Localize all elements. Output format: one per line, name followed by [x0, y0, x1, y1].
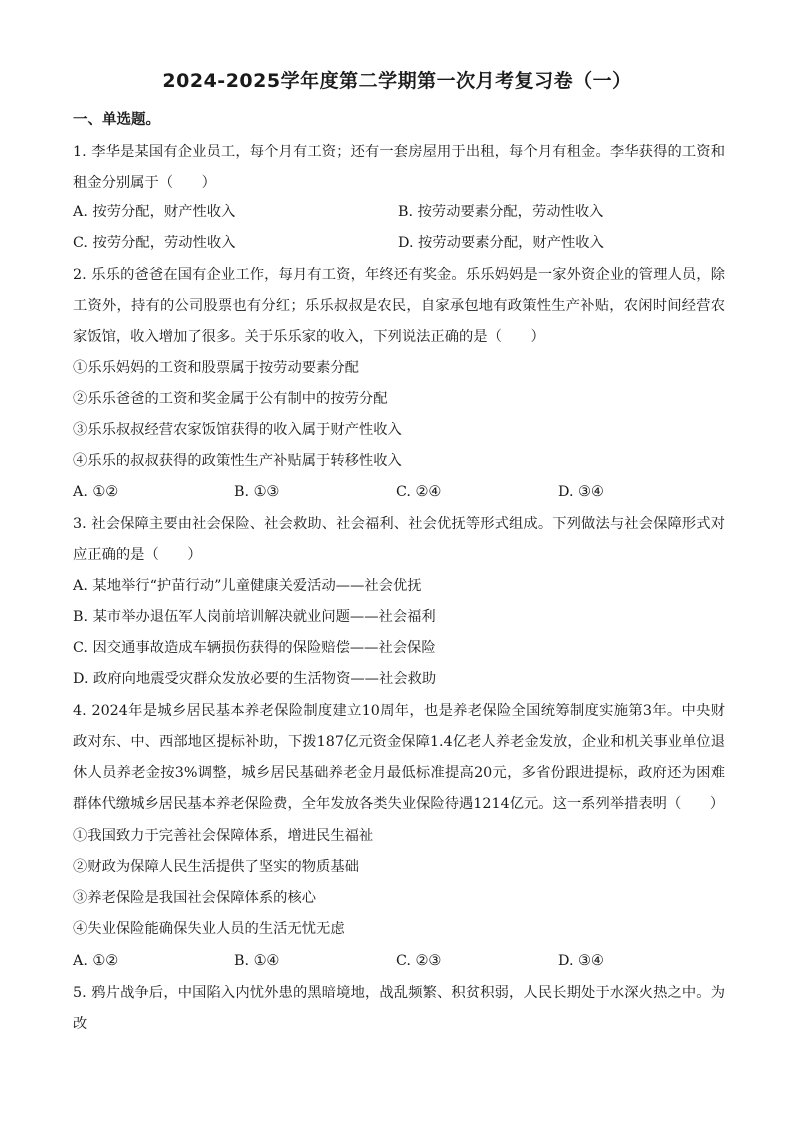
question-4-statement-2: ②财政为保障人民生活提供了坚实的物质基础 — [73, 859, 359, 875]
question-4-stem: 4. 2024年是城乡居民基本养老保险制度建立10周年，也是养老保险全国统筹制度实施第3年。中央财政对东、中、西部地区提标补助，下拨187亿元资金保障1.4亿老人养老金发放，企业和机关事业单位退休人员养老金按3%调整，城乡居民基础养老金月最低标准提高20元，多省份跟进提标，政府还为困难群体代缴城乡居民基本养老保险费，全年发放各类失业保险待遇1214亿元。这一系列举措表明（ ） — [73, 703, 725, 812]
section-heading: 一、单选题。 — [73, 112, 160, 128]
question-4-statement-4: ④失业保险能确保失业人员的生活无忧无虑 — [73, 921, 345, 937]
question-3-option-c: C. 因交通事故造成车辆损伤获得的保险赔偿——社会保险 — [73, 640, 436, 656]
question-2-statement-3: ③乐乐叔叔经营农家饭馆获得的收入属于财产性收入 — [73, 422, 402, 438]
question-1-option-a: A. 按劳分配，财产性收入 — [73, 204, 236, 220]
question-2-option-a: A. ①② — [73, 484, 119, 500]
question-3-option-a: A. 某地举行“护苗行动”儿童健康关爱活动——社会优抚 — [73, 578, 422, 594]
question-4-statement-1: ①我国致力于完善社会保障体系，增进民生福祉 — [73, 828, 374, 844]
question-2-option-d: D. ③④ — [558, 484, 604, 500]
question-2-option-c: C. ②④ — [396, 484, 442, 500]
question-1-option-d: D. 按劳动要素分配，财产性收入 — [398, 235, 604, 251]
question-2-statement-1: ①乐乐妈妈的工资和股票属于按劳动要素分配 — [73, 360, 359, 376]
question-4-option-c: C. ②③ — [396, 953, 442, 969]
page-title: 2024-2025学年度第二学期第一次月考复习卷（一） — [162, 70, 632, 92]
question-3-option-d: D. 政府向地震受灾群众发放必要的生活物资——社会救助 — [73, 671, 437, 687]
question-4-statement-3: ③养老保险是我国社会保障体系的核心 — [73, 890, 317, 906]
question-3-option-b: B. 某市举办退伍军人岗前培训解决就业问题——社会福利 — [73, 609, 436, 625]
question-4-option-d: D. ③④ — [558, 953, 604, 969]
question-4-option-a: A. ①② — [73, 953, 119, 969]
question-4-option-b: B. ①④ — [234, 953, 280, 969]
question-1-option-c: C. 按劳分配，劳动性收入 — [73, 235, 236, 251]
question-1-option-b: B. 按劳动要素分配，劳动性收入 — [398, 204, 604, 220]
question-2-statement-4: ④乐乐的叔叔获得的政策性生产补贴属于转移性收入 — [73, 453, 402, 469]
question-2-stem: 2. 乐乐的爸爸在国有企业工作，每月有工资，年终还有奖金。乐乐妈妈是一家外资企业的管理人员，除工资外，持有的公司股票也有分红；乐乐叔叔是农民，自家承包地有政策性生产补贴，农闲时间经营农家饭馆，收入增加了很多。关于乐乐家的收入，下列说法正确的是（ ） — [73, 267, 725, 345]
question-5-stem: 5. 鸦片战争后，中国陷入内忧外患的黑暗境地，战乱频繁、积贫积弱，人民长期处于水深火热之中。为改 — [73, 985, 725, 1032]
question-1-stem: 1. 李华是某国有企业员工，每个月有工资；还有一套房屋用于出租，每个月有租金。李华获得的工资和租金分别属于（ ） — [73, 144, 725, 191]
question-3-stem: 3. 社会保障主要由社会保险、社会救助、社会福利、社会优抚等形式组成。下列做法与社会保障形式对应正确的是（ ） — [73, 516, 725, 563]
question-2-option-b: B. ①③ — [234, 484, 280, 500]
question-2-statement-2: ②乐乐爸爸的工资和奖金属于公有制中的按劳分配 — [73, 391, 388, 407]
